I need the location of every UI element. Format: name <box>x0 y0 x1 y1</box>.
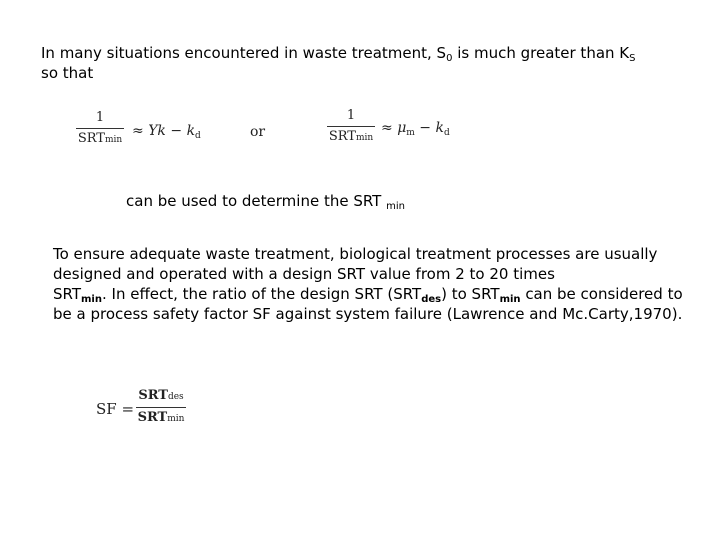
eq1-numerator: 1 <box>95 110 105 125</box>
eq3-numerator: SRTdes <box>138 388 184 403</box>
intro-text-a: In many situations encountered in waste treatment, S <box>41 44 447 62</box>
eq1-fraction-bar <box>76 128 124 129</box>
caption-text: can be used to determine the SRT <box>126 192 387 210</box>
eq2-fraction <box>327 108 375 146</box>
intro-line-1 <box>41 44 636 68</box>
eq1-fraction <box>76 110 124 148</box>
body-line-4: be a process safety factor SF against system failure (Lawrence and Mc.Carty,1970). <box>53 305 683 323</box>
s0-subscript: 0 <box>446 53 453 64</box>
eq2-numerator: 1 <box>346 108 356 123</box>
body-line-2: designed and operated with a design SRT value from 2 to 20 times <box>53 265 555 283</box>
eq3-fraction <box>136 388 186 427</box>
eq2-denominator: SRTmin <box>328 129 374 144</box>
eq2-fraction-bar <box>327 126 375 127</box>
equation-1 <box>76 110 276 158</box>
ks-subscript: S <box>629 53 636 64</box>
caption-subscript: min <box>386 201 405 212</box>
intro-line-2: so that <box>41 64 94 82</box>
body-line-3: $SRT_{min}$. In effect, the ratio of the design SRT $(SRT_{des})$ to $SRT_{min}$ can be considered to <box>53 285 683 305</box>
or-text: or <box>250 124 266 140</box>
eq3-fraction-bar <box>136 407 186 408</box>
sf-label: SF = <box>96 400 135 418</box>
intro-text-b: is much greater than K <box>452 44 630 62</box>
eq1-rhs: ≈ $Yk - k_d$ <box>132 123 201 141</box>
eq2-rhs: ≈ $\mu_m - k_d$ <box>381 120 450 138</box>
equation-3 <box>96 386 216 436</box>
eq3-denominator: SRTmin <box>137 410 185 425</box>
caption-line <box>126 192 405 216</box>
eq1-denominator: SRTmin <box>77 131 123 146</box>
equation-2 <box>327 108 487 156</box>
body-line-1: To ensure adequate waste treatment, biological treatment processes are usually <box>53 245 658 263</box>
